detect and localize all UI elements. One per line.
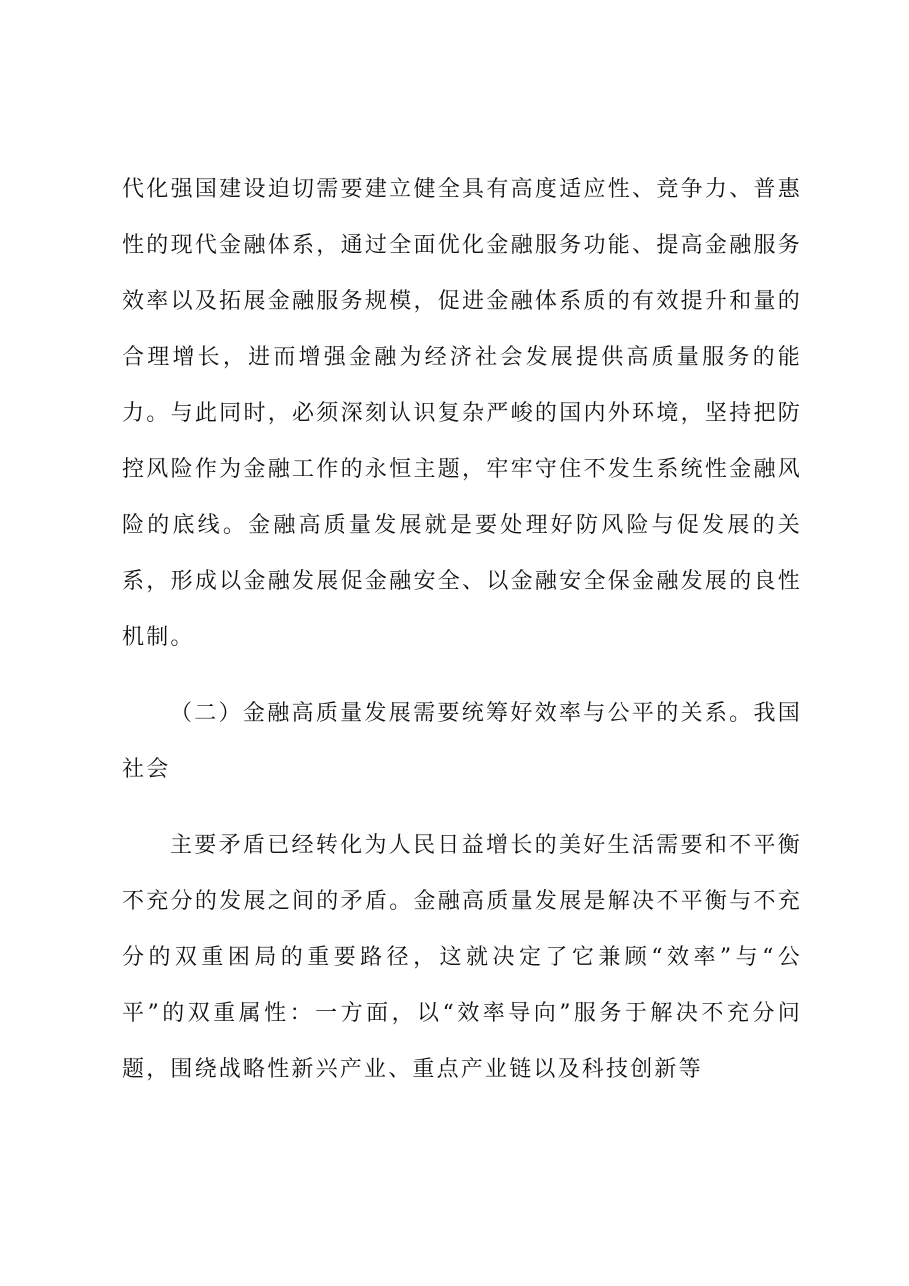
document-body [122,162,802,1098]
section-heading-paragraph: （二）金融高质量发展需要统筹好效率与公平的关系。我国社会 [122,701,802,782]
paragraph-continuation: 代化强国建设迫切需要建立健全具有高度适应性、竞争力、普惠性的现代金融体系，通过全面优化金融服务功能、提高金融服务效率以及拓展金融服务规模，促进金融体系质的有效提升和量的合理增长，进而增强金融为经济社会发展提供高质量服务的能力。与此同时，必须深刻认识复杂严峻的国内外环境，坚持把防控风险作为金融工作的永恒主题，牢牢守住不发生系统性金融风险的底线。金融高质量发展就是要处理好防风险与促发展的关系，形成以金融发展促金融安全、以金融安全保金融发展的良性机制。 [122,177,802,650]
paragraph-main-contradiction: 主要矛盾已经转化为人民日益增长的美好生活需要和不平衡不充分的发展之间的矛盾。金融高质量发展是解决不平衡与不充分的双重困局的重要路径，这就决定了它兼顾“效率”与“公平”的双重属性：一方面，以“效率导向”服务于解决不充分问题，围绕战略性新兴产业、重点产业链以及科技创新等 [122,833,802,1082]
